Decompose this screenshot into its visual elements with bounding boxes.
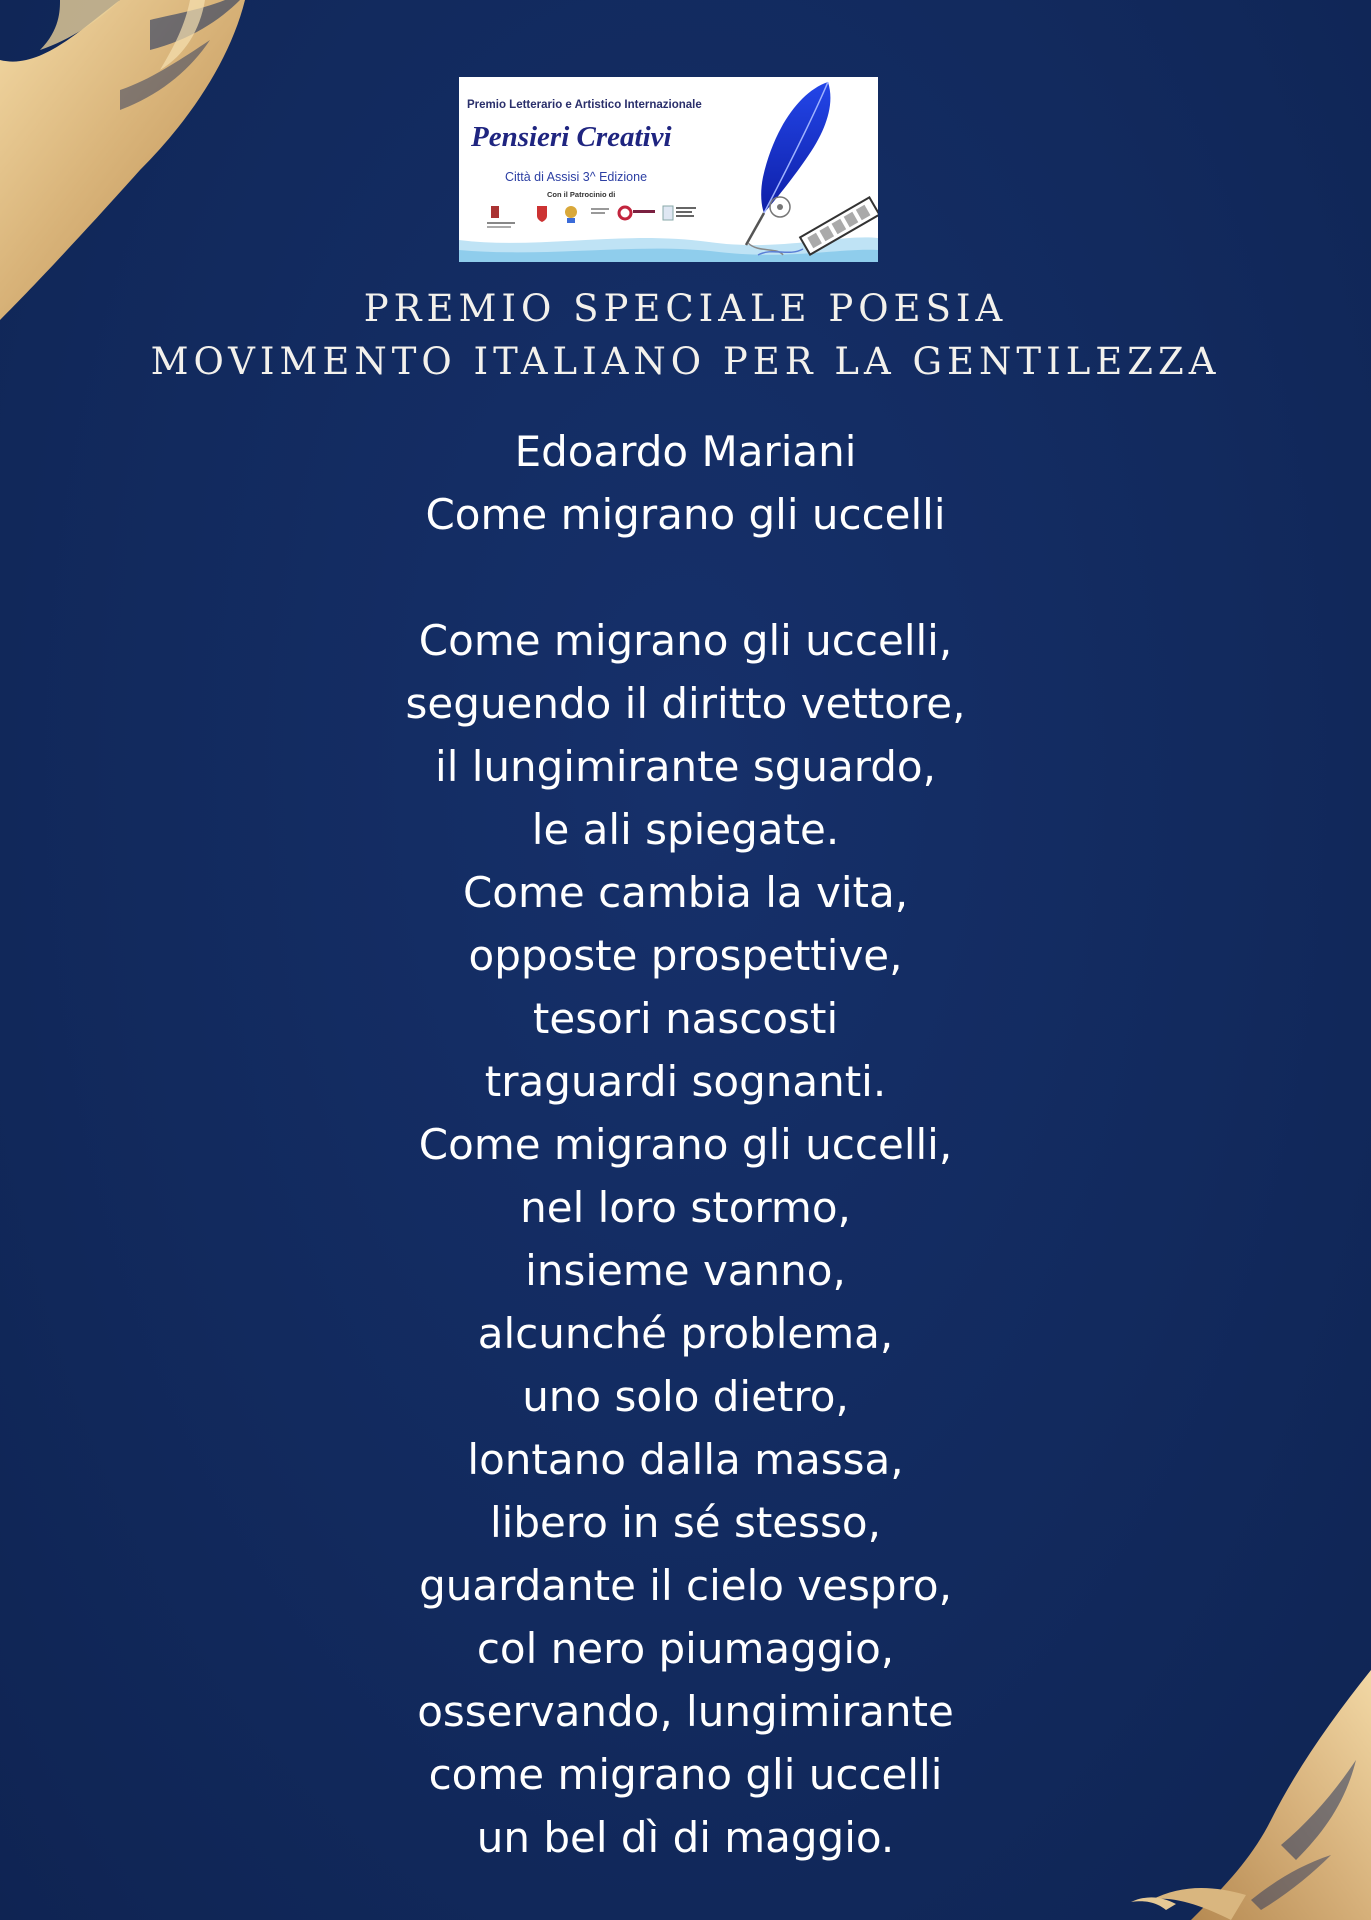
poem-title: Come migrano gli uccelli bbox=[425, 490, 946, 539]
poem-line: insieme vanno, bbox=[525, 1246, 846, 1295]
logo-title: Pensieri Creativi bbox=[471, 121, 672, 153]
award-heading: PREMIO SPECIALE POESIA bbox=[363, 287, 1008, 330]
poem-line: guardante il cielo vespro, bbox=[419, 1561, 952, 1610]
poem-line: alcunché problema, bbox=[477, 1309, 894, 1358]
poem-line: nel loro stormo, bbox=[520, 1183, 851, 1232]
author-name: Edoardo Mariani bbox=[514, 427, 857, 476]
poem-line: traguardi sognanti. bbox=[484, 1057, 887, 1106]
quill-and-film-reel-icon bbox=[728, 77, 878, 262]
poem-line: il lungimirante sguardo, bbox=[435, 742, 936, 791]
poem-line: Come cambia la vita, bbox=[462, 868, 909, 917]
poem-line: uno solo dietro, bbox=[522, 1372, 849, 1421]
sponsor-logos-icon bbox=[485, 204, 705, 234]
logo-edition: Città di Assisi 3^ Edizione bbox=[505, 170, 648, 184]
poem-line: un bel dì di maggio. bbox=[476, 1813, 895, 1862]
movement-heading: MOVIMENTO ITALIANO PER LA GENTILEZZA bbox=[150, 340, 1221, 383]
logo-patronage-label: Con il Patrocinio di bbox=[547, 190, 616, 199]
poem-line: lontano dalla massa, bbox=[467, 1435, 904, 1484]
poem-line: col nero piumaggio, bbox=[476, 1624, 895, 1673]
poem-line: come migrano gli uccelli bbox=[428, 1750, 943, 1799]
poem-line: le ali spiegate. bbox=[531, 805, 840, 854]
gold-brush-decoration-top-left bbox=[0, 0, 260, 330]
poem-line: Come migrano gli uccelli, bbox=[418, 616, 953, 665]
poem-line: osservando, lungimirante bbox=[417, 1687, 954, 1736]
poem bbox=[0, 420, 1371, 1869]
poem-line: opposte prospettive, bbox=[468, 931, 903, 980]
contest-logo bbox=[459, 77, 878, 262]
poem-line: libero in sé stesso, bbox=[490, 1498, 881, 1547]
stanza-gap bbox=[0, 546, 1371, 609]
logo-subtitle: Premio Letterario e Artistico Internazionale bbox=[467, 99, 702, 111]
poem-line: seguendo il diritto vettore, bbox=[405, 679, 966, 728]
poem-line: Come migrano gli uccelli, bbox=[418, 1120, 953, 1169]
poem-line: tesori nascosti bbox=[532, 994, 839, 1043]
